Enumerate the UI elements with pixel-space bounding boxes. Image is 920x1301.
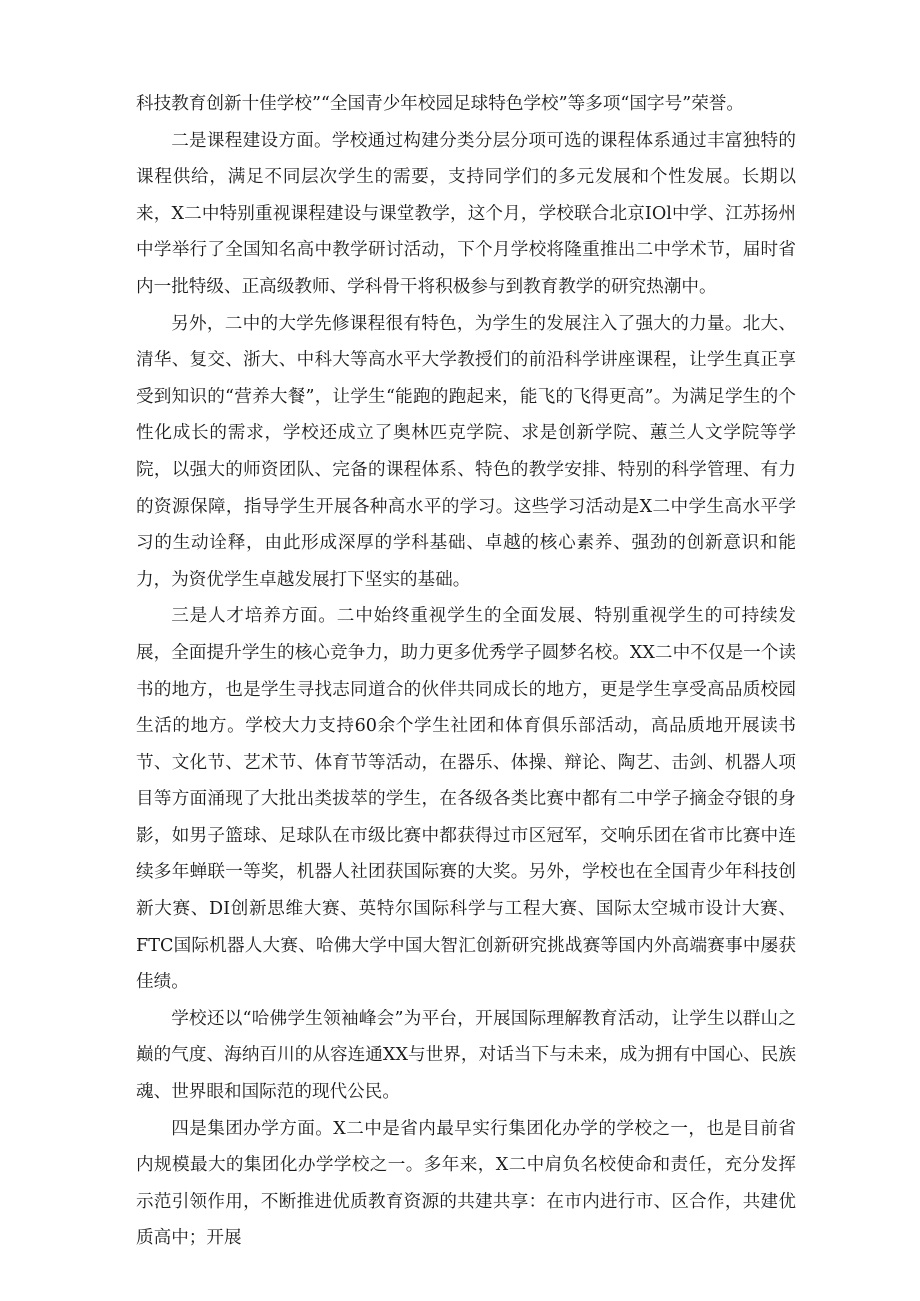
paragraph-university-courses: 另外，二中的大学先修课程很有特色，为学生的发展注入了强大的力量。北大、清华、复交、浙大、中科大等高水平大学教授们的前沿科学讲座课程，让学生真正享受到知识的“营养大餐”，让学生“能跑的跑起来，能飞的飞得更高”。为满足学生的个性化成长的需求，学校还成立了奥林匹克学院、求是创新学院、蕙兰人文学院等学院，以强大的师资团队、完备的课程体系、特色的教学安排、特别的科学管理、有力的资源保障，指导学生开展各种高水平的学习。这些学习活动是X二中学生高水平学习的生动诠释，由此形成深厚的学科基础、卓越的核心素养、强劲的创新意识和能力，为资优学生卓越发展打下坚实的基础。	[136, 313, 796, 590]
paragraph-talent-cultivation: 三是人才培养方面。二中始终重视学生的全面发展、特别重视学生的可持续发展，全面提升学生的核心竞争力，助力更多优秀学子圆梦名校。XX二中不仅是一个读书的地方，也是学生寻找志同道合的伙伴共同成长的地方，更是学生享受高品质校园生活的地方。学校大力支持60余个学生社团和体育俱乐部活动，高品质地开展读书节、文化节、艺术节、体育节等活动，在器乐、体操、辩论、陶艺、击剑、机器人项目等方面涌现了大批出类拔萃的学生，在各级各类比赛中都有二中学子摘金夺银的身影，如男子篮球、足球队在市级比赛中都获得过市区冠军，交响乐团在省市比赛中连续多年蝉联一等奖，机器人社团获国际赛的大奖。另外，学校也在全国青少年科技创新大赛、DI创新思维大赛、英特尔国际科学与工程大赛、国际太空城市设计大赛、FTC国际机器人大赛、哈佛大学中国大智汇创新研究挑战赛等国内外高端赛事中屡获佳绩。	[136, 606, 796, 993]
body-text	[136, 86, 796, 1257]
paragraph-group-schooling: 四是集团办学方面。X二中是省内最早实行集团化办学的学校之一，也是目前省内规模最大的集团化办学学校之一。多年来，X二中肩负名校使命和责任，充分发挥示范引领作用，不断推进优质教育资源的共建共享：在市内进行市、区合作，共建优质高中；开展	[136, 1118, 796, 1249]
paragraph-curriculum: 二是课程建设方面。学校通过构建分类分层分项可选的课程体系通过丰富独特的课程供给，满足不同层次学生的需要，支持同学们的多元发展和个性发展。长期以来，X二中特别重视课程建设与课堂教学，这个月，学校联合北京IOl中学、江苏扬州中学举行了全国知名高中教学研讨活动，下个月学校将隆重推出二中学术节，届时省内一批特级、正高级教师、学科骨干将积极参与到教育教学的研究热潮中。	[136, 130, 796, 297]
paragraph-international: 学校还以“哈佛学生领袖峰会”为平台，开展国际理解教育活动，让学生以群山之巅的气度、海纳百川的从容连通XX与世界，对话当下与未来，成为拥有中国心、民族魂、世界眼和国际范的现代公民。	[136, 1008, 796, 1103]
paragraph-continuation: 科技教育创新十佳学校”“全国青少年校园足球特色学校”等多项“国字号”荣誉。	[136, 94, 744, 114]
